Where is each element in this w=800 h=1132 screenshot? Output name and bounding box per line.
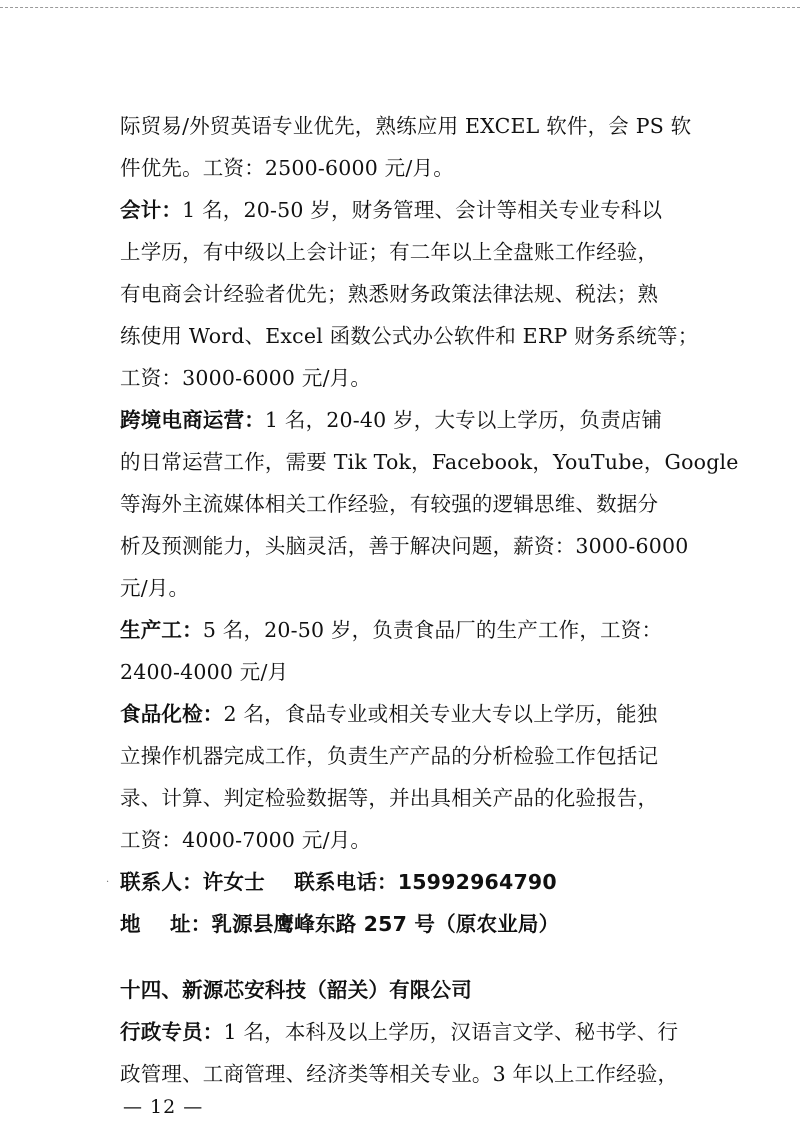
text-line: 跨境电商运营：1 名，20-40 岁，大专以上学历，负责店铺	[120, 408, 663, 432]
text-line: 工资：4000-7000 元/月。	[120, 828, 372, 852]
text-line: 上学历，有中级以上会计证；有二年以上全盘账工作经验，	[120, 240, 659, 264]
text-line: 际贸易/外贸英语专业优先，熟练应用 EXCEL 软件，会 PS 软	[120, 114, 692, 138]
text-line: 等海外主流媒体相关工作经验，有较强的逻辑思维、数据分	[120, 492, 659, 516]
job-title-food-inspection: 食品化检：	[120, 702, 224, 726]
text-line: 生产工：5 名，20-50 岁，负责食品厂的生产工作，工资：	[120, 618, 663, 642]
text-line: 析及预测能力，头脑灵活，善于解决问题，薪资：3000-6000	[120, 534, 689, 558]
text-line: 录、计算、判定检验数据等，并出具相关产品的化验报告，	[120, 786, 659, 810]
job-title-admin: 行政专员：	[120, 1020, 224, 1044]
job-title-accountant: 会计：	[120, 198, 183, 222]
job-title-ecommerce: 跨境电商运营：	[120, 408, 265, 432]
text-line: 政管理、工商管理、经济类等相关专业。3 年以上工作经验，	[120, 1062, 679, 1086]
text-line: 的日常运营工作，需要 Tik Tok，Facebook，YouTube，Google	[120, 450, 739, 474]
contact-line: 联系人：许女士 联系电话：15992964790	[120, 870, 557, 894]
text-line: 食品化检：2 名，食品专业或相关专业大专以上学历，能独	[120, 702, 658, 726]
job-title-production: 生产工：	[120, 618, 203, 642]
text-line: 2400-4000 元/月	[120, 660, 289, 684]
text-line: 有电商会计经验者优先；熟悉财务政策法律法规、税法；熟	[120, 282, 659, 306]
text-line: 练使用 Word、Excel 函数公式办公软件和 ERP 财务系统等；	[120, 324, 699, 348]
top-dashed-rule	[0, 7, 800, 8]
text-line: 行政专员：1 名，本科及以上学历，汉语言文学、秘书学、行	[120, 1020, 679, 1044]
margin-mark: ·	[106, 877, 110, 888]
text-line: 会计：1 名，20-50 岁，财务管理、会计等相关专业专科以	[120, 198, 663, 222]
address-line: 地 址：乳源县鹰峰东路 257 号（原农业局）	[120, 912, 560, 936]
company-heading: 十四、新源芯安科技（韶关）有限公司	[120, 978, 472, 1002]
text-line: 件优先。工资：2500-6000 元/月。	[120, 156, 454, 180]
text-line: 立操作机器完成工作，负责生产产品的分析检验工作包括记	[120, 744, 659, 768]
text-line: 元/月。	[120, 576, 190, 600]
page-number: — 12 —	[123, 1096, 204, 1118]
text-line: 工资：3000-6000 元/月。	[120, 366, 372, 390]
